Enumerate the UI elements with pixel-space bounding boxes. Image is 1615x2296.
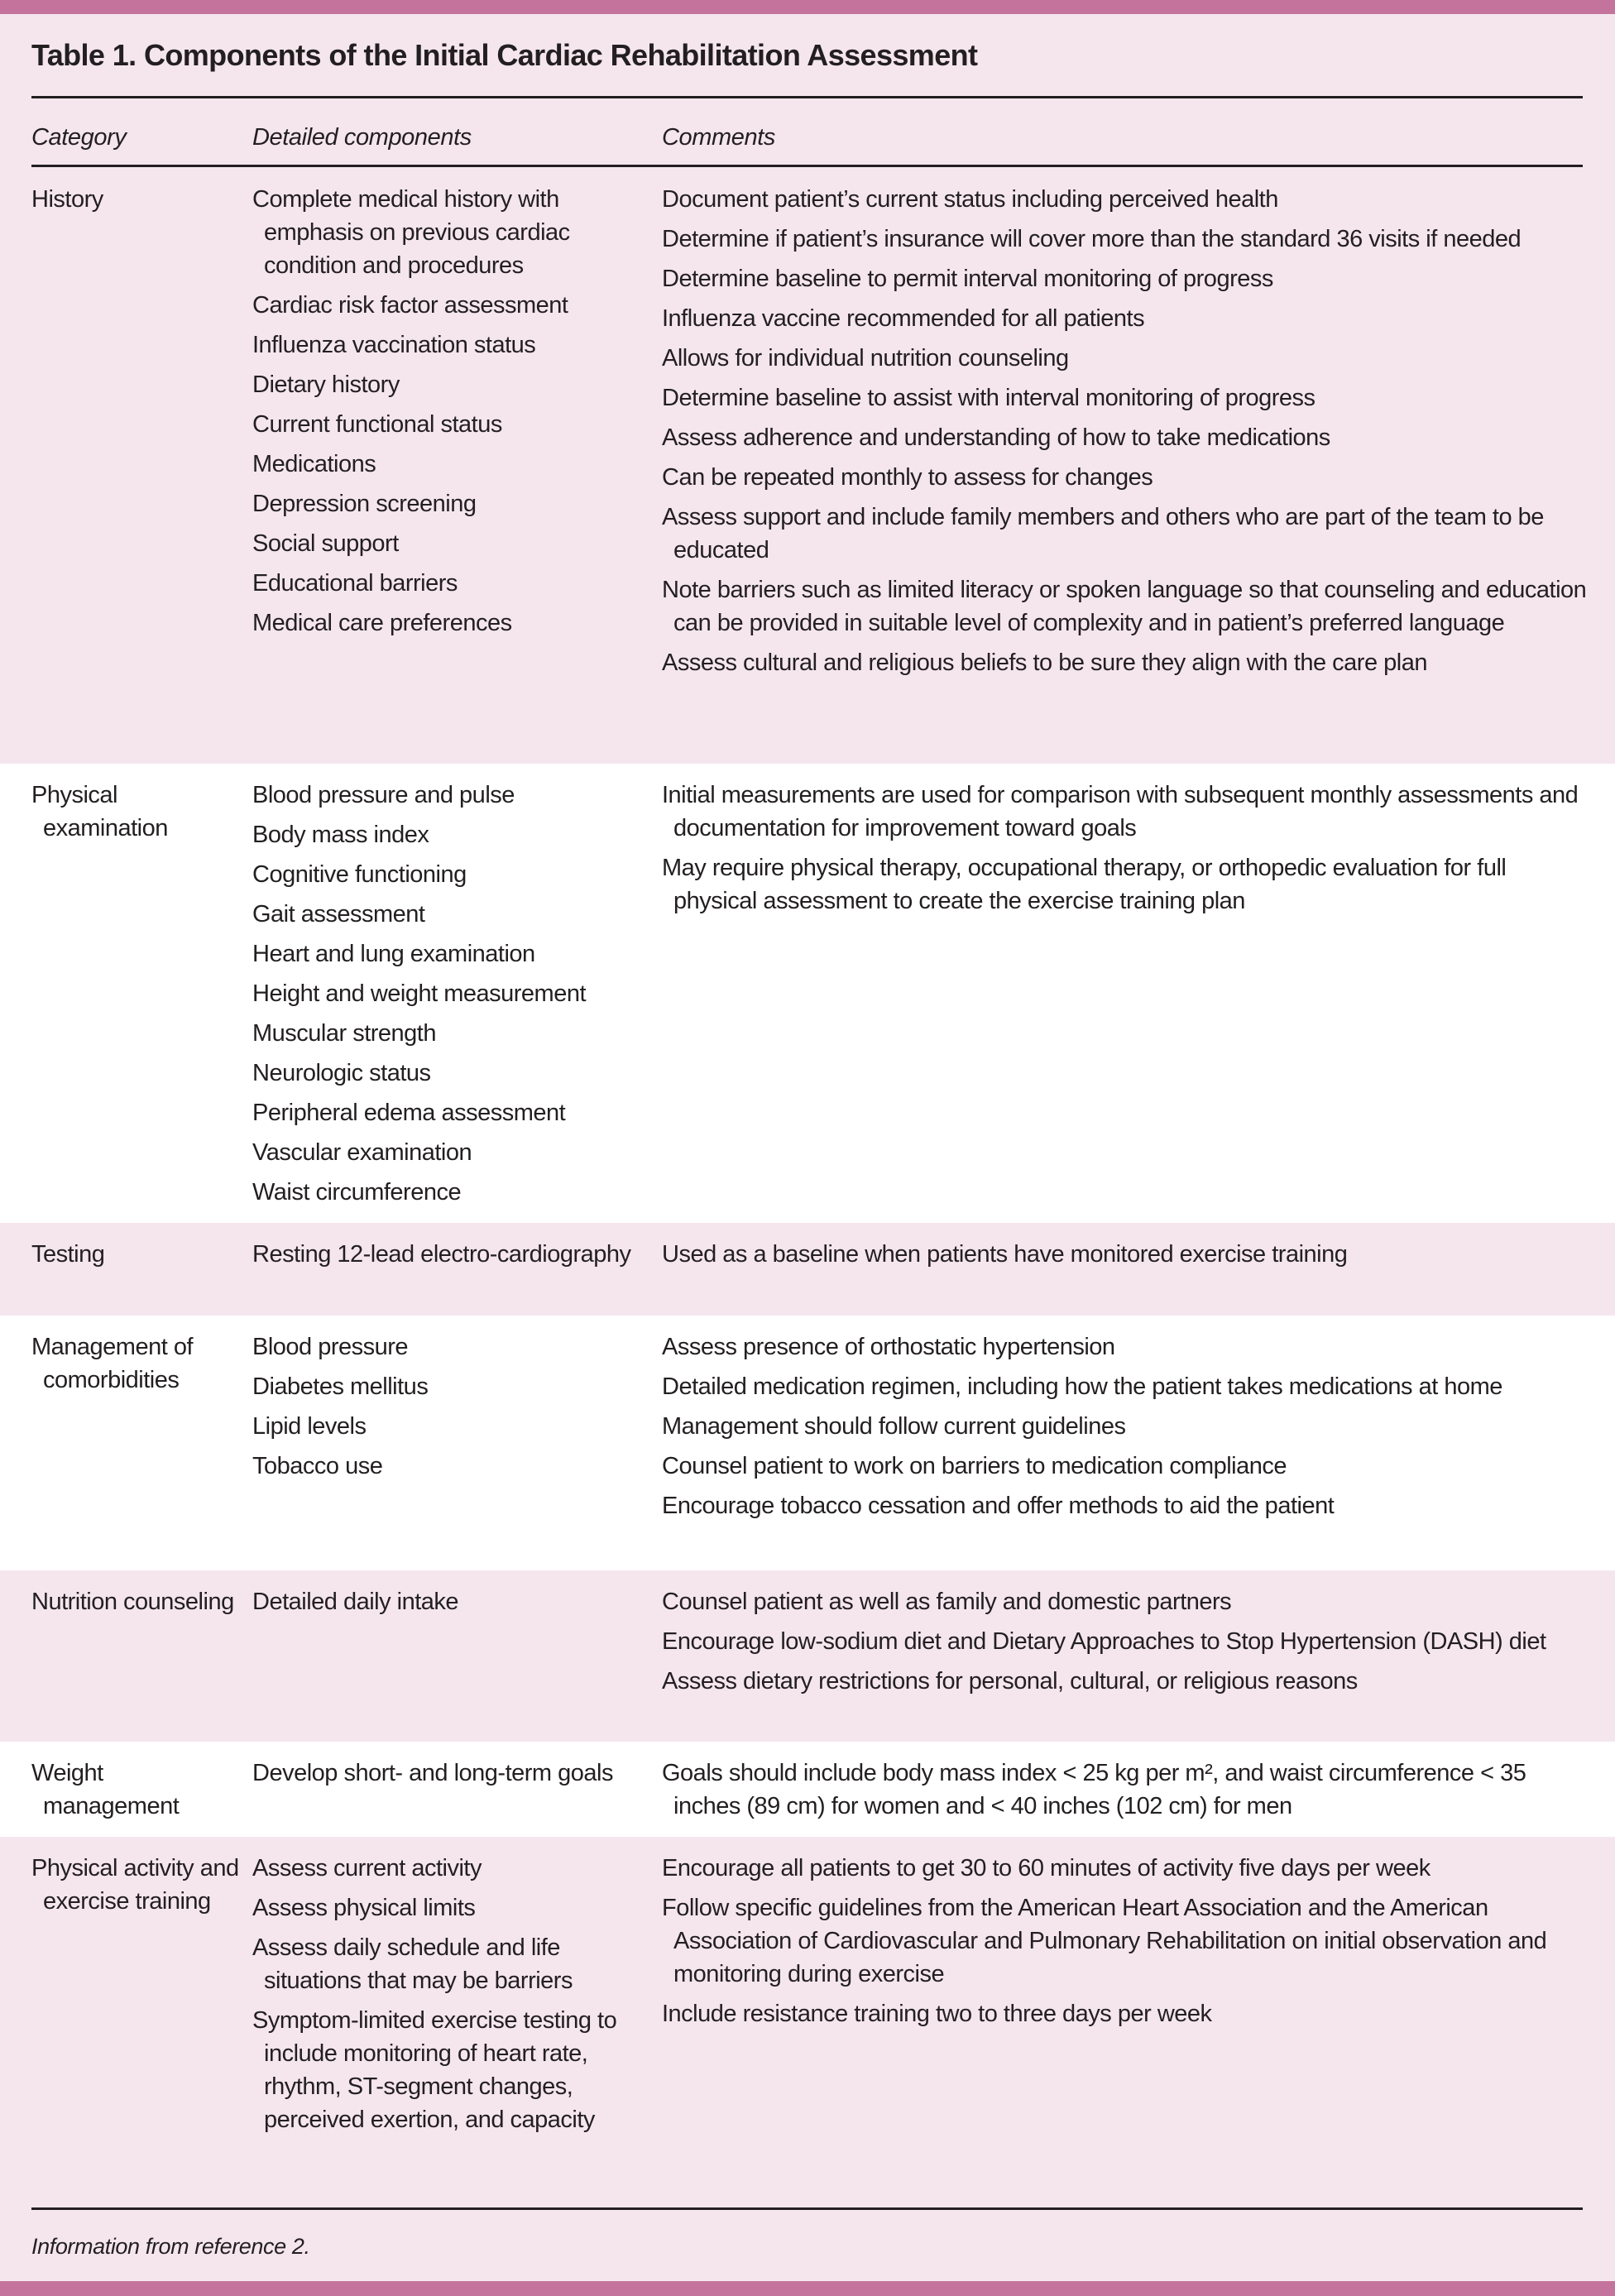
- category-label: Physical activity and exercise training: [31, 1855, 239, 1915]
- comment-item: Allows for individual nutrition counseling: [662, 345, 1069, 371]
- component-item: Medications: [252, 451, 376, 477]
- comment-item: Management should follow current guidelines: [662, 1413, 1126, 1440]
- component-item: Assess daily schedule and life situations that may be barriers: [252, 1934, 573, 1994]
- component-item: Educational barriers: [252, 570, 458, 597]
- comment-item: Document patient’s current status including perceived health: [662, 186, 1278, 213]
- component-item: Complete medical history with emphasis on previous cardiac condition and procedures: [252, 186, 570, 279]
- component-item: Current functional status: [252, 411, 502, 438]
- comments-cell: [662, 1852, 1589, 2037]
- comment-item: Determine if patient’s insurance will cover more than the standard 36 visits if needed: [662, 226, 1522, 252]
- component-item: Symptom-limited exercise testing to include monitoring of heart rate, rhythm, ST-segment changes, perceived exertion, and capacity: [252, 2007, 617, 2133]
- component-item: Blood pressure and pulse: [252, 782, 515, 808]
- component-item: Waist circumference: [252, 1179, 462, 1206]
- comment-item: Assess dietary restrictions for personal, cultural, or religious reasons: [662, 1668, 1358, 1694]
- component-item: Vascular examination: [252, 1139, 472, 1166]
- bottom-accent-bar: [0, 2281, 1615, 2296]
- component-item: Medical care preferences: [252, 610, 512, 636]
- comments-cell: [662, 183, 1589, 686]
- category-label: Physical examination: [31, 782, 168, 841]
- comment-item: Assess cultural and religious beliefs to be sure they align with the care plan: [662, 649, 1427, 676]
- component-item: Heart and lung examination: [252, 941, 535, 967]
- component-item: Depression screening: [252, 491, 477, 517]
- category-cell: [31, 1852, 238, 1925]
- component-item: Neurologic status: [252, 1060, 431, 1086]
- category-cell: [31, 1238, 238, 1277]
- comment-item: Include resistance training two to three days per week: [662, 2001, 1212, 2027]
- table-section: [0, 1837, 1615, 2281]
- title-rule: [31, 96, 1583, 98]
- category-cell: [31, 1757, 238, 1829]
- comment-item: Encourage low-sodium diet and Dietary Approaches to Stop Hypertension (DASH) diet: [662, 1628, 1546, 1655]
- component-item: Blood pressure: [252, 1334, 409, 1360]
- comment-item: Counsel patient to work on barriers to medication compliance: [662, 1453, 1287, 1479]
- category-cell: [31, 779, 238, 851]
- components-cell: [252, 183, 641, 646]
- comment-item: Follow specific guidelines from the American Heart Association and the American Association of Cardiovascular and Pulmonary Rehabilitation on initial observation and monitoring during exercise: [662, 1895, 1547, 1987]
- table-section: [0, 168, 1615, 764]
- component-item: Cardiac risk factor assessment: [252, 292, 568, 319]
- comment-item: Counsel patient as well as family and domestic partners: [662, 1589, 1232, 1615]
- category-cell: [31, 183, 238, 223]
- comment-item: Determine baseline to permit interval monitoring of progress: [662, 266, 1273, 292]
- comment-item: Encourage tobacco cessation and offer methods to aid the patient: [662, 1493, 1335, 1519]
- category-cell: [31, 1585, 238, 1625]
- comment-item: Can be repeated monthly to assess for changes: [662, 464, 1153, 491]
- component-item: Resting 12-lead electro-cardiography: [252, 1241, 631, 1268]
- comment-item: Used as a baseline when patients have monitored exercise training: [662, 1241, 1348, 1268]
- column-header-detailed-components: Detailed components: [252, 124, 472, 151]
- component-item: Dietary history: [252, 371, 400, 398]
- component-item: Lipid levels: [252, 1413, 367, 1440]
- component-item: Muscular strength: [252, 1020, 436, 1047]
- table-section: [0, 764, 1615, 1223]
- comment-item: Note barriers such as limited literacy or spoken language so that counseling and education can be provided in suitable level of complexity and in patient’s preferred language: [662, 577, 1587, 636]
- components-cell: [252, 1585, 641, 1625]
- table-title: Table 1. Components of the Initial Cardiac Rehabilitation Assessment: [31, 38, 978, 72]
- comment-item: Encourage all patients to get 30 to 60 minutes of activity five days per week: [662, 1855, 1430, 1881]
- header-rule: [31, 165, 1583, 167]
- category-label: Testing: [31, 1241, 105, 1268]
- table-section: [0, 1570, 1615, 1742]
- comment-item: Assess support and include family members and others who are part of the team to be educated: [662, 504, 1544, 563]
- table-section: [0, 1223, 1615, 1316]
- comment-item: Goals should include body mass index < 25 kg per m², and waist circumference < 35 inches (89 cm) for women and < 40 inches (102 cm) for men: [662, 1760, 1526, 1819]
- comments-cell: [662, 1238, 1589, 1277]
- category-label: Nutrition counseling: [31, 1589, 234, 1615]
- components-cell: [252, 1330, 641, 1489]
- component-item: Influenza vaccination status: [252, 332, 536, 358]
- comment-item: Assess presence of orthostatic hypertension: [662, 1334, 1115, 1360]
- column-header-comments: Comments: [662, 124, 775, 151]
- category-label: History: [31, 186, 103, 213]
- component-item: Social support: [252, 530, 399, 557]
- category-label: Management of comorbidities: [31, 1334, 194, 1393]
- category-cell: [31, 1330, 238, 1403]
- component-item: Assess current activity: [252, 1855, 482, 1881]
- components-cell: [252, 1852, 641, 2143]
- comment-item: Assess adherence and understanding of how to take medications: [662, 424, 1330, 451]
- comment-item: Detailed medication regimen, including how the patient takes medications at home: [662, 1373, 1502, 1400]
- comments-cell: [662, 1757, 1589, 1829]
- component-item: Cognitive functioning: [252, 861, 467, 888]
- comments-cell: [662, 1585, 1589, 1704]
- table-header-row: [0, 124, 1615, 161]
- comments-cell: [662, 1330, 1589, 1529]
- comment-item: Determine baseline to assist with interval monitoring of progress: [662, 385, 1315, 411]
- component-item: Height and weight measurement: [252, 980, 587, 1007]
- column-header-category: Category: [31, 124, 127, 151]
- component-item: Detailed daily intake: [252, 1589, 459, 1615]
- components-cell: [252, 1757, 641, 1796]
- component-item: Assess physical limits: [252, 1895, 476, 1921]
- components-cell: [252, 1238, 641, 1277]
- top-accent-bar: [0, 0, 1615, 14]
- comment-item: Influenza vaccine recommended for all patients: [662, 305, 1145, 332]
- footer-rule: [31, 2207, 1583, 2210]
- comments-cell: [662, 779, 1589, 924]
- component-item: Tobacco use: [252, 1453, 383, 1479]
- comment-item: Initial measurements are used for comparison with subsequent monthly assessments and documentation for improvement toward goals: [662, 782, 1579, 841]
- component-item: Gait assessment: [252, 901, 425, 928]
- category-label: Weight management: [31, 1760, 180, 1819]
- table-section: [0, 1742, 1615, 1837]
- component-item: Diabetes mellitus: [252, 1373, 429, 1400]
- component-item: Peripheral edema assessment: [252, 1100, 566, 1126]
- component-item: Body mass index: [252, 822, 429, 848]
- components-cell: [252, 779, 641, 1215]
- footnote: Information from reference 2.: [31, 2234, 310, 2259]
- component-item: Develop short- and long-term goals: [252, 1760, 613, 1786]
- table-section: [0, 1316, 1615, 1570]
- comment-item: May require physical therapy, occupational therapy, or orthopedic evaluation for full physical assessment to create the exercise training plan: [662, 855, 1507, 914]
